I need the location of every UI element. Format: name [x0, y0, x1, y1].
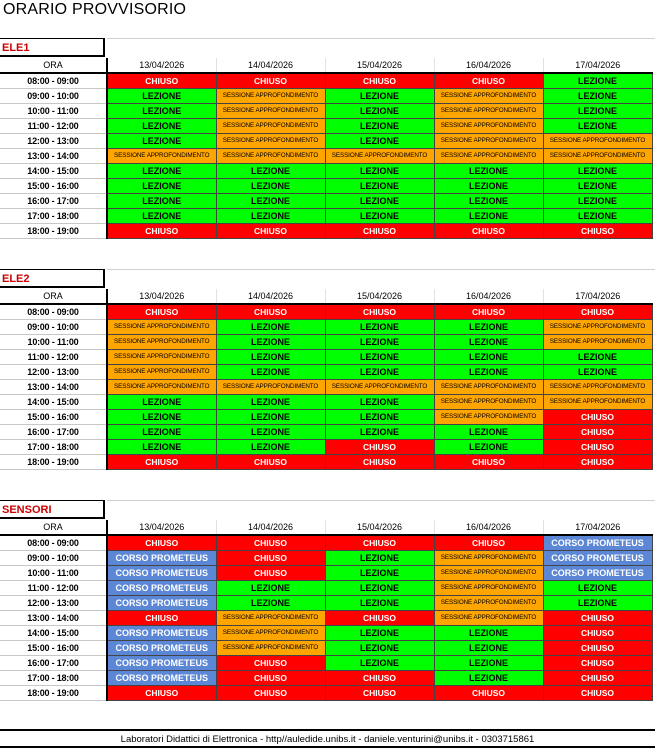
schedule-cell-chiuso: CHIUSO [434, 73, 543, 88]
schedule-cell-lezione: LEZIONE [434, 349, 543, 364]
column-header-date: 13/04/2026 [107, 289, 216, 304]
schedule-cell-sessione: SESSIONE APPROFONDIMENTO [543, 148, 652, 163]
time-slot-label: 18:00 - 19:00 [0, 685, 107, 700]
schedule-cell-corso: CORSO PROMETEUS [543, 535, 652, 550]
schedule-cell-lezione: LEZIONE [325, 394, 434, 409]
schedule-cell-lezione: LEZIONE [216, 334, 325, 349]
schedule-cell-sessione: SESSIONE APPROFONDIMENTO [216, 625, 325, 640]
table-row [0, 685, 652, 700]
schedule-cell-lezione: LEZIONE [325, 409, 434, 424]
schedule-cell-lezione: LEZIONE [216, 349, 325, 364]
schedule-cell-lezione: LEZIONE [325, 133, 434, 148]
table-row [0, 334, 652, 349]
schedule-cell-lezione: LEZIONE [434, 670, 543, 685]
schedule-cell-lezione: LEZIONE [434, 439, 543, 454]
time-slot-label: 12:00 - 13:00 [0, 595, 107, 610]
column-header-date: 13/04/2026 [107, 58, 216, 73]
schedule-table [0, 58, 653, 239]
schedule-cell-chiuso: CHIUSO [325, 223, 434, 238]
schedule-cell-lezione: LEZIONE [325, 118, 434, 133]
schedule-cell-sessione: SESSIONE APPROFONDIMENTO [107, 319, 216, 334]
schedule-cell-sessione: SESSIONE APPROFONDIMENTO [216, 640, 325, 655]
schedule-cell-lezione: LEZIONE [434, 640, 543, 655]
column-header-date: 17/04/2026 [543, 520, 652, 535]
schedule-cell-chiuso: CHIUSO [216, 670, 325, 685]
schedule-cell-chiuso: CHIUSO [107, 454, 216, 469]
schedule-cell-lezione: LEZIONE [216, 409, 325, 424]
schedule-cell-chiuso: CHIUSO [216, 73, 325, 88]
table-row [0, 640, 652, 655]
schedule-cell-chiuso: CHIUSO [107, 73, 216, 88]
schedule-cell-chiuso: CHIUSO [543, 655, 652, 670]
schedule-cell-sessione: SESSIONE APPROFONDIMENTO [216, 610, 325, 625]
table-row [0, 379, 652, 394]
schedule-cell-chiuso: CHIUSO [543, 439, 652, 454]
schedule-cell-lezione: LEZIONE [107, 178, 216, 193]
footer: Laboratori Didattici di Elettronica - http//auledide.unibs.it - daniele.venturini@unibs.it - 0303715861 [0, 729, 655, 748]
column-header-date: 15/04/2026 [325, 58, 434, 73]
schedule-cell-lezione: LEZIONE [107, 118, 216, 133]
column-header-date: 16/04/2026 [434, 289, 543, 304]
schedule-cell-corso: CORSO PROMETEUS [107, 580, 216, 595]
schedule-cell-sessione: SESSIONE APPROFONDIMENTO [434, 88, 543, 103]
table-row [0, 178, 652, 193]
schedule-cell-chiuso: CHIUSO [107, 610, 216, 625]
schedule-cell-lezione: LEZIONE [325, 550, 434, 565]
column-header-date: 17/04/2026 [543, 58, 652, 73]
time-slot-label: 10:00 - 11:00 [0, 565, 107, 580]
time-slot-label: 16:00 - 17:00 [0, 655, 107, 670]
time-slot-label: 09:00 - 10:00 [0, 88, 107, 103]
time-slot-label: 18:00 - 19:00 [0, 223, 107, 238]
table-row [0, 364, 652, 379]
schedule-cell-lezione: LEZIONE [543, 595, 652, 610]
schedule-cell-chiuso: CHIUSO [325, 454, 434, 469]
schedule-cell-chiuso: CHIUSO [216, 655, 325, 670]
table-row [0, 454, 652, 469]
time-slot-label: 08:00 - 09:00 [0, 304, 107, 319]
schedule-cell-chiuso: CHIUSO [543, 670, 652, 685]
schedule-cell-sessione: SESSIONE APPROFONDIMENTO [434, 148, 543, 163]
schedule-cell-lezione: LEZIONE [325, 655, 434, 670]
column-header-date: 17/04/2026 [543, 289, 652, 304]
schedule-cell-lezione: LEZIONE [543, 73, 652, 88]
schedule-cell-lezione: LEZIONE [543, 364, 652, 379]
schedule-cell-sessione: SESSIONE APPROFONDIMENTO [434, 409, 543, 424]
schedule-cell-lezione: LEZIONE [434, 178, 543, 193]
table-row [0, 103, 652, 118]
column-header-date: 14/04/2026 [216, 520, 325, 535]
time-slot-label: 16:00 - 17:00 [0, 193, 107, 208]
schedule-cell-chiuso: CHIUSO [107, 304, 216, 319]
schedule-cell-lezione: LEZIONE [216, 208, 325, 223]
table-row [0, 424, 652, 439]
schedule-cell-lezione: LEZIONE [325, 163, 434, 178]
table-row [0, 580, 652, 595]
header-row [0, 520, 652, 535]
time-slot-label: 12:00 - 13:00 [0, 364, 107, 379]
section-header-spacer [107, 269, 655, 289]
schedule-cell-lezione: LEZIONE [216, 193, 325, 208]
schedule-cell-chiuso: CHIUSO [325, 304, 434, 319]
table-row [0, 163, 652, 178]
table-row [0, 439, 652, 454]
schedule-cell-lezione: LEZIONE [107, 193, 216, 208]
time-slot-label: 13:00 - 14:00 [0, 148, 107, 163]
schedule-cell-lezione: LEZIONE [543, 163, 652, 178]
time-slot-label: 18:00 - 19:00 [0, 454, 107, 469]
column-header-date: 16/04/2026 [434, 58, 543, 73]
table-row [0, 193, 652, 208]
time-slot-label: 12:00 - 13:00 [0, 133, 107, 148]
schedule-cell-chiuso: CHIUSO [543, 304, 652, 319]
schedule-cell-chiuso: CHIUSO [216, 685, 325, 700]
schedule-cell-sessione: SESSIONE APPROFONDIMENTO [216, 379, 325, 394]
table-row [0, 670, 652, 685]
table-row [0, 148, 652, 163]
schedule-cell-corso: CORSO PROMETEUS [107, 595, 216, 610]
schedule-cell-lezione: LEZIONE [107, 394, 216, 409]
table-row [0, 208, 652, 223]
schedule-cell-lezione: LEZIONE [107, 163, 216, 178]
table-row [0, 394, 652, 409]
schedule-cell-lezione: LEZIONE [325, 103, 434, 118]
schedule-cell-sessione: SESSIONE APPROFONDIMENTO [543, 319, 652, 334]
schedule-cell-chiuso: CHIUSO [434, 535, 543, 550]
schedule-cell-lezione: LEZIONE [434, 163, 543, 178]
schedule-cell-lezione: LEZIONE [107, 409, 216, 424]
schedule-cell-sessione: SESSIONE APPROFONDIMENTO [107, 364, 216, 379]
schedule-cell-chiuso: CHIUSO [216, 454, 325, 469]
section-name: ELE2 [0, 269, 105, 288]
schedule-cell-lezione: LEZIONE [216, 319, 325, 334]
column-header-ora: ORA [0, 520, 107, 535]
schedule-cell-lezione: LEZIONE [107, 439, 216, 454]
schedule-cell-sessione: SESSIONE APPROFONDIMENTO [107, 379, 216, 394]
time-slot-label: 11:00 - 12:00 [0, 118, 107, 133]
schedule-cell-sessione: SESSIONE APPROFONDIMENTO [543, 334, 652, 349]
schedule-cell-sessione: SESSIONE APPROFONDIMENTO [216, 148, 325, 163]
schedule-cell-sessione: SESSIONE APPROFONDIMENTO [434, 580, 543, 595]
schedule-cell-sessione: SESSIONE APPROFONDIMENTO [107, 334, 216, 349]
schedule-cell-lezione: LEZIONE [107, 133, 216, 148]
table-row [0, 223, 652, 238]
schedule-cell-chiuso: CHIUSO [434, 685, 543, 700]
table-row [0, 133, 652, 148]
schedule-cell-chiuso: CHIUSO [216, 565, 325, 580]
schedule-cell-corso: CORSO PROMETEUS [107, 565, 216, 580]
section-header-spacer [107, 500, 655, 520]
time-slot-label: 14:00 - 15:00 [0, 394, 107, 409]
schedule-cell-lezione: LEZIONE [216, 424, 325, 439]
schedule-cell-sessione: SESSIONE APPROFONDIMENTO [434, 595, 543, 610]
schedule-cell-lezione: LEZIONE [543, 193, 652, 208]
schedule-cell-sessione: SESSIONE APPROFONDIMENTO [434, 610, 543, 625]
schedule-cell-lezione: LEZIONE [216, 580, 325, 595]
time-slot-label: 10:00 - 11:00 [0, 103, 107, 118]
table-row [0, 73, 652, 88]
schedule-cell-lezione: LEZIONE [107, 424, 216, 439]
time-slot-label: 17:00 - 18:00 [0, 439, 107, 454]
table-row [0, 565, 652, 580]
schedule-cell-chiuso: CHIUSO [543, 610, 652, 625]
schedule-cell-sessione: SESSIONE APPROFONDIMENTO [216, 103, 325, 118]
schedule-cell-corso: CORSO PROMETEUS [107, 625, 216, 640]
schedule-cell-lezione: LEZIONE [216, 394, 325, 409]
time-slot-label: 11:00 - 12:00 [0, 349, 107, 364]
time-slot-label: 13:00 - 14:00 [0, 610, 107, 625]
schedule-cell-chiuso: CHIUSO [434, 304, 543, 319]
table-row [0, 88, 652, 103]
schedule-cell-sessione: SESSIONE APPROFONDIMENTO [434, 379, 543, 394]
schedule-cell-chiuso: CHIUSO [543, 424, 652, 439]
schedule-cell-corso: CORSO PROMETEUS [107, 550, 216, 565]
section-name: SENSORI [0, 500, 105, 519]
time-slot-label: 11:00 - 12:00 [0, 580, 107, 595]
schedule-cell-lezione: LEZIONE [543, 208, 652, 223]
time-slot-label: 14:00 - 15:00 [0, 625, 107, 640]
schedule-cell-chiuso: CHIUSO [325, 439, 434, 454]
schedule-cell-lezione: LEZIONE [543, 103, 652, 118]
schedule-cell-sessione: SESSIONE APPROFONDIMENTO [434, 103, 543, 118]
table-row [0, 625, 652, 640]
schedule-cell-lezione: LEZIONE [434, 655, 543, 670]
page-title: ORARIO PROVVISORIO [3, 1, 187, 18]
schedule-cell-lezione: LEZIONE [107, 208, 216, 223]
schedule-cell-lezione: LEZIONE [543, 580, 652, 595]
schedule-cell-chiuso: CHIUSO [325, 610, 434, 625]
schedule-cell-corso: CORSO PROMETEUS [107, 655, 216, 670]
schedule-cell-lezione: LEZIONE [434, 319, 543, 334]
schedule-cell-lezione: LEZIONE [325, 178, 434, 193]
schedule-cell-lezione: LEZIONE [325, 334, 434, 349]
time-slot-label: 15:00 - 16:00 [0, 640, 107, 655]
schedule-cell-sessione: SESSIONE APPROFONDIMENTO [216, 118, 325, 133]
time-slot-label: 15:00 - 16:00 [0, 409, 107, 424]
column-header-date: 14/04/2026 [216, 58, 325, 73]
schedule-cell-lezione: LEZIONE [434, 334, 543, 349]
schedule-cell-lezione: LEZIONE [216, 439, 325, 454]
time-slot-label: 15:00 - 16:00 [0, 178, 107, 193]
schedule-table [0, 289, 653, 470]
header-row [0, 58, 652, 73]
time-slot-label: 08:00 - 09:00 [0, 535, 107, 550]
schedule-cell-sessione: SESSIONE APPROFONDIMENTO [434, 133, 543, 148]
schedule-cell-lezione: LEZIONE [325, 424, 434, 439]
schedule-cell-chiuso: CHIUSO [107, 685, 216, 700]
table-row [0, 595, 652, 610]
schedule-cell-lezione: LEZIONE [325, 88, 434, 103]
schedule-cell-lezione: LEZIONE [107, 103, 216, 118]
schedule-cell-corso: CORSO PROMETEUS [543, 565, 652, 580]
schedule-cell-corso: CORSO PROMETEUS [543, 550, 652, 565]
schedule-cell-chiuso: CHIUSO [543, 625, 652, 640]
schedule-cell-lezione: LEZIONE [325, 193, 434, 208]
schedule-cell-lezione: LEZIONE [434, 424, 543, 439]
table-row [0, 409, 652, 424]
section-name: ELE1 [0, 38, 105, 57]
schedule-cell-lezione: LEZIONE [434, 625, 543, 640]
column-header-date: 15/04/2026 [325, 520, 434, 535]
time-slot-label: 13:00 - 14:00 [0, 379, 107, 394]
header-row [0, 289, 652, 304]
schedule-cell-chiuso: CHIUSO [325, 685, 434, 700]
schedule-cell-lezione: LEZIONE [216, 364, 325, 379]
schedule-cell-sessione: SESSIONE APPROFONDIMENTO [107, 148, 216, 163]
schedule-cell-sessione: SESSIONE APPROFONDIMENTO [434, 394, 543, 409]
schedule-cell-sessione: SESSIONE APPROFONDIMENTO [434, 118, 543, 133]
column-header-date: 13/04/2026 [107, 520, 216, 535]
column-header-ora: ORA [0, 289, 107, 304]
schedule-cell-sessione: SESSIONE APPROFONDIMENTO [543, 394, 652, 409]
column-header-date: 15/04/2026 [325, 289, 434, 304]
table-row [0, 610, 652, 625]
schedule-cell-chiuso: CHIUSO [543, 640, 652, 655]
schedule-table [0, 520, 653, 701]
time-slot-label: 14:00 - 15:00 [0, 163, 107, 178]
schedule-cell-lezione: LEZIONE [543, 178, 652, 193]
schedule-cell-chiuso: CHIUSO [543, 685, 652, 700]
schedule-cell-lezione: LEZIONE [325, 364, 434, 379]
time-slot-label: 09:00 - 10:00 [0, 550, 107, 565]
schedule-cell-chiuso: CHIUSO [325, 535, 434, 550]
schedule-cell-lezione: LEZIONE [325, 208, 434, 223]
schedule-cell-lezione: LEZIONE [543, 118, 652, 133]
schedule-cell-lezione: LEZIONE [216, 595, 325, 610]
schedule-cell-sessione: SESSIONE APPROFONDIMENTO [434, 565, 543, 580]
column-header-date: 16/04/2026 [434, 520, 543, 535]
schedule-cell-sessione: SESSIONE APPROFONDIMENTO [434, 550, 543, 565]
time-slot-label: 17:00 - 18:00 [0, 208, 107, 223]
schedule-cell-lezione: LEZIONE [325, 565, 434, 580]
time-slot-label: 09:00 - 10:00 [0, 319, 107, 334]
schedule-cell-lezione: LEZIONE [325, 349, 434, 364]
schedule-cell-chiuso: CHIUSO [107, 223, 216, 238]
schedule-cell-sessione: SESSIONE APPROFONDIMENTO [325, 148, 434, 163]
schedule-cell-lezione: LEZIONE [325, 625, 434, 640]
schedule-cell-lezione: LEZIONE [325, 580, 434, 595]
schedule-cell-lezione: LEZIONE [434, 193, 543, 208]
schedule-cell-corso: CORSO PROMETEUS [107, 670, 216, 685]
schedule-cell-corso: CORSO PROMETEUS [107, 640, 216, 655]
column-header-date: 14/04/2026 [216, 289, 325, 304]
schedule-cell-chiuso: CHIUSO [543, 454, 652, 469]
schedule-cell-sessione: SESSIONE APPROFONDIMENTO [216, 133, 325, 148]
schedule-cell-lezione: LEZIONE [434, 208, 543, 223]
schedule-cell-lezione: LEZIONE [543, 88, 652, 103]
schedule-cell-chiuso: CHIUSO [543, 223, 652, 238]
time-slot-label: 16:00 - 17:00 [0, 424, 107, 439]
table-row [0, 118, 652, 133]
time-slot-label: 10:00 - 11:00 [0, 334, 107, 349]
table-row [0, 319, 652, 334]
schedule-cell-lezione: LEZIONE [325, 640, 434, 655]
schedule-cell-sessione: SESSIONE APPROFONDIMENTO [325, 379, 434, 394]
schedule-cell-lezione: LEZIONE [216, 178, 325, 193]
schedule-cell-lezione: LEZIONE [543, 349, 652, 364]
schedule-cell-sessione: SESSIONE APPROFONDIMENTO [543, 133, 652, 148]
schedule-cell-chiuso: CHIUSO [216, 304, 325, 319]
schedule-cell-chiuso: CHIUSO [434, 223, 543, 238]
schedule-cell-chiuso: CHIUSO [434, 454, 543, 469]
schedule-cell-lezione: LEZIONE [434, 364, 543, 379]
schedule-cell-chiuso: CHIUSO [216, 223, 325, 238]
schedule-cell-sessione: SESSIONE APPROFONDIMENTO [216, 88, 325, 103]
schedule-cell-chiuso: CHIUSO [107, 535, 216, 550]
time-slot-label: 08:00 - 09:00 [0, 73, 107, 88]
schedule-cell-sessione: SESSIONE APPROFONDIMENTO [107, 349, 216, 364]
table-row [0, 349, 652, 364]
schedule-cell-lezione: LEZIONE [107, 88, 216, 103]
table-row [0, 535, 652, 550]
time-slot-label: 17:00 - 18:00 [0, 670, 107, 685]
table-row [0, 550, 652, 565]
schedule-cell-chiuso: CHIUSO [325, 670, 434, 685]
schedule-cell-sessione: SESSIONE APPROFONDIMENTO [543, 379, 652, 394]
table-row [0, 655, 652, 670]
table-row [0, 304, 652, 319]
schedule-cell-chiuso: CHIUSO [216, 550, 325, 565]
schedule-cell-chiuso: CHIUSO [543, 409, 652, 424]
section-header-spacer [107, 38, 655, 58]
schedule-cell-lezione: LEZIONE [325, 319, 434, 334]
column-header-ora: ORA [0, 58, 107, 73]
schedule-cell-chiuso: CHIUSO [216, 535, 325, 550]
schedule-cell-lezione: LEZIONE [216, 163, 325, 178]
schedule-cell-lezione: LEZIONE [325, 595, 434, 610]
schedule-cell-chiuso: CHIUSO [325, 73, 434, 88]
